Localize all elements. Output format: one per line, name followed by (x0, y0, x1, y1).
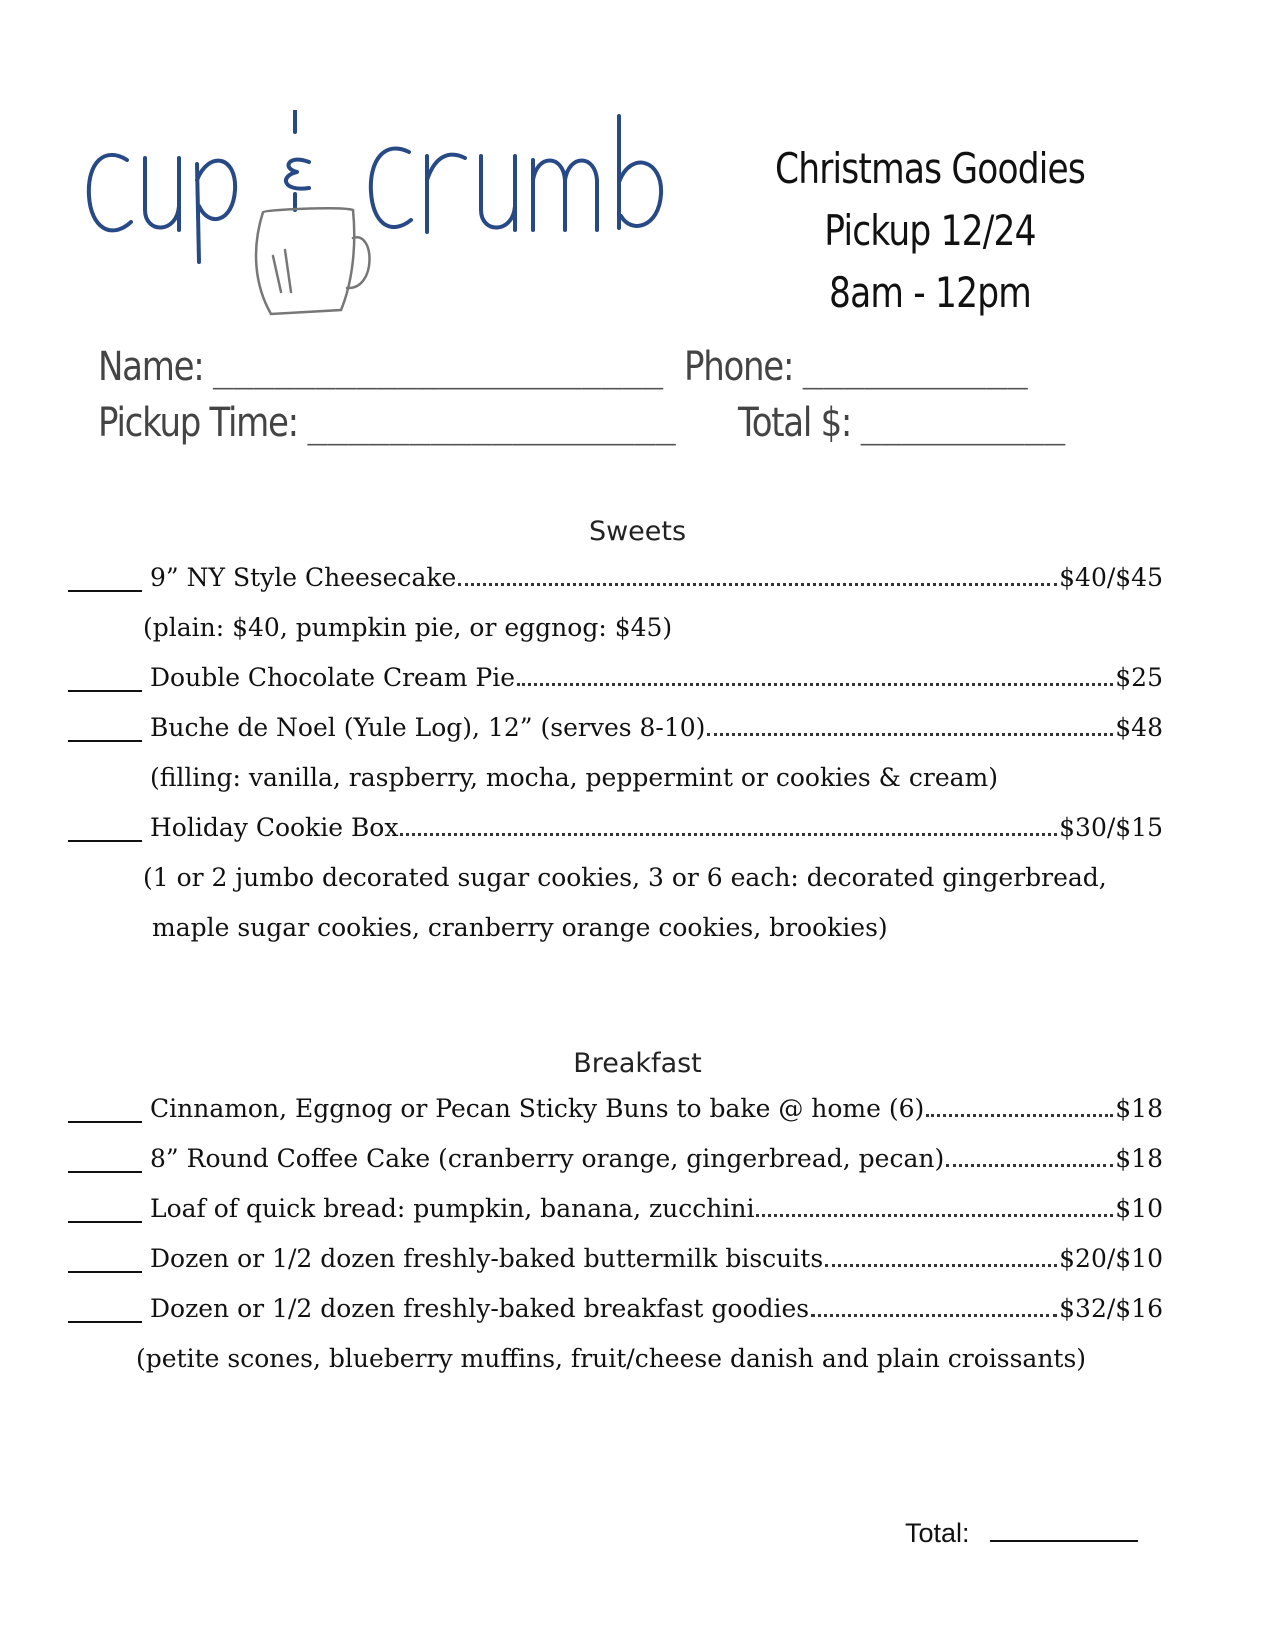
leader-dots (946, 1164, 1113, 1167)
sweets-heading: Sweets (588, 516, 687, 547)
phone-blank[interactable]: ___________ (802, 344, 1028, 390)
quantity-line[interactable] (68, 1321, 142, 1323)
order-total-field[interactable] (905, 1518, 1138, 1549)
phone-label: Phone: (684, 344, 794, 390)
quantity-line[interactable] (68, 1171, 142, 1173)
item-price: $40/$45 (1059, 563, 1163, 592)
item-name: Loaf of quick bread: pumpkin, banana, zucchini (150, 1194, 755, 1223)
leader-dots (707, 733, 1113, 736)
order-row-cookie-box[interactable] (68, 813, 1163, 853)
item-name: Double Chocolate Cream Pie (150, 663, 516, 692)
breakfast-heading: Breakfast (573, 1048, 702, 1079)
order-row-biscuits[interactable] (68, 1244, 1163, 1284)
quantity-line[interactable] (68, 1271, 142, 1273)
leader-dots (825, 1264, 1057, 1267)
item-price: $30/$15 (1059, 813, 1163, 842)
item-note: (filling: vanilla, raspberry, mocha, peppermint or cookies & cream) (150, 763, 998, 792)
pickup-hours: 8am - 12pm (829, 268, 1031, 317)
item-price: $32/$16 (1059, 1294, 1163, 1323)
quantity-line[interactable] (68, 590, 142, 592)
quantity-line[interactable] (68, 1221, 142, 1223)
breakfast-note: (petite scones, blueberry muffins, fruit/cheese danish and plain croissants) (136, 1344, 1087, 1373)
order-row-breakfast-goodies[interactable] (68, 1294, 1163, 1334)
item-name: Cinnamon, Eggnog or Pecan Sticky Buns to bake @ home (6) (150, 1094, 925, 1123)
name-label: Name: (98, 344, 204, 390)
name-blank[interactable]: ______________________ (212, 344, 664, 390)
item-note-continued: maple sugar cookies, cranberry orange cookies, brookies) (152, 913, 888, 942)
item-name: Dozen or 1/2 dozen freshly-baked buttermilk biscuits (150, 1244, 824, 1273)
pickup-time-label: Pickup Time: (98, 400, 298, 446)
event-info (741, 138, 1118, 324)
item-name: 9” NY Style Cheesecake (150, 563, 457, 592)
event-title: Christmas Goodies (774, 144, 1086, 193)
item-price: $18 (1115, 1144, 1163, 1173)
item-note: (plain: $40, pumpkin pie, or eggnog: $45) (143, 613, 673, 642)
total-dollars-label: Total $: (738, 400, 852, 446)
quantity-line[interactable] (68, 1121, 142, 1123)
order-total-blank[interactable] (990, 1538, 1138, 1542)
order-row-yule-log[interactable] (68, 713, 1163, 753)
item-price: $25 (1115, 663, 1163, 692)
leader-dots (926, 1114, 1113, 1117)
order-row-sticky-buns[interactable] (68, 1094, 1163, 1134)
order-row-quick-bread[interactable] (68, 1194, 1163, 1234)
item-name: 8” Round Coffee Cake (cranberry orange, gingerbread, pecan) (150, 1144, 945, 1173)
quantity-line[interactable] (68, 840, 142, 842)
pickup-time-field[interactable] (98, 400, 676, 446)
leader-dots (458, 583, 1057, 586)
total-dollars-blank[interactable]: __________ (860, 400, 1066, 446)
item-price: $10 (1115, 1194, 1163, 1223)
leader-dots (756, 1214, 1113, 1217)
order-row-coffee-cake[interactable] (68, 1144, 1163, 1184)
pickup-time-blank[interactable]: __________________ (307, 400, 676, 446)
leader-dots (400, 833, 1057, 836)
leader-dots (811, 1314, 1057, 1317)
order-row-cream-pie[interactable] (68, 663, 1163, 703)
item-name: Dozen or 1/2 dozen freshly-baked breakfast goodies (150, 1294, 810, 1323)
cup-and-crumb-logo (85, 110, 665, 335)
quantity-line[interactable] (68, 690, 142, 692)
item-name: Buche de Noel (Yule Log), 12” (serves 8-10) (150, 713, 706, 742)
name-field[interactable] (98, 344, 663, 390)
item-name: Holiday Cookie Box (150, 813, 399, 842)
total-dollars-field[interactable] (738, 400, 1065, 446)
quantity-line[interactable] (68, 740, 142, 742)
order-row-cheesecake[interactable] (68, 563, 1163, 603)
phone-field[interactable] (684, 344, 1028, 390)
item-note: (1 or 2 jumbo decorated sugar cookies, 3 or 6 each: decorated gingerbread, (143, 863, 1107, 892)
item-price: $20/$10 (1059, 1244, 1163, 1273)
item-price: $48 (1115, 713, 1163, 742)
item-price: $18 (1115, 1094, 1163, 1123)
pickup-date: Pickup 12/24 (824, 206, 1036, 255)
order-total-label: Total: (905, 1518, 970, 1548)
logo-drawing (85, 110, 665, 335)
leader-dots (517, 683, 1113, 686)
